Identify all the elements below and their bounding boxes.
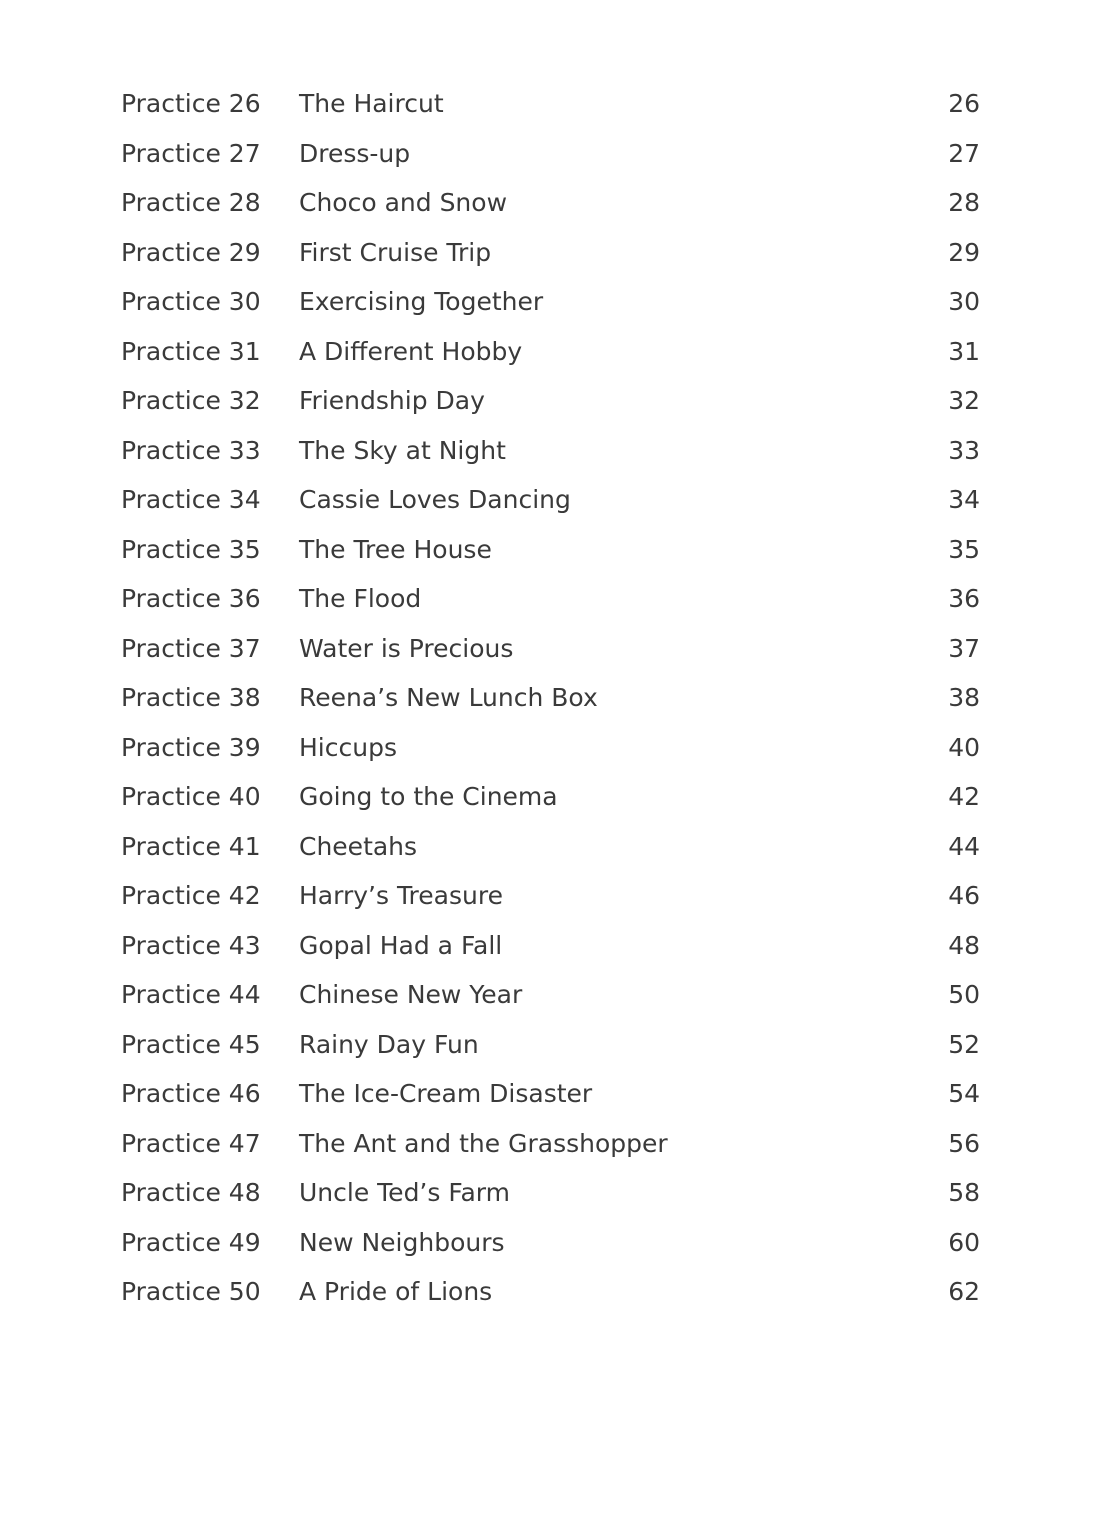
page-number: 29: [948, 237, 980, 267]
page-number: 46: [948, 881, 980, 910]
practice-title: The Ant and the Grasshopper: [299, 1128, 668, 1158]
toc-entry: [0, 475, 1120, 525]
practice-label: Practice 35: [121, 534, 261, 564]
toc-entry: [0, 277, 1120, 327]
practice-title: Gopal Had a Fall: [299, 930, 503, 960]
toc-entry: [0, 1168, 1120, 1218]
practice-title: A Pride of Lions: [299, 1277, 493, 1306]
practice-label: Practice 48: [121, 1178, 261, 1207]
table-of-contents: [0, 79, 1120, 1317]
page-number: 31: [948, 336, 980, 366]
practice-label: Practice 32: [121, 386, 261, 415]
practice-label: Practice 30: [121, 287, 261, 316]
practice-title: Going to the Cinema: [299, 782, 558, 811]
practice-title: Hiccups: [299, 732, 397, 762]
practice-title: The Haircut: [299, 89, 444, 118]
practice-title: Exercising Together: [299, 287, 544, 316]
toc-entry: [0, 772, 1120, 822]
practice-title: Choco and Snow: [299, 188, 508, 217]
practice-label: Practice 36: [121, 584, 261, 613]
practice-label: Practice 42: [121, 881, 261, 910]
practice-label: Practice 44: [121, 980, 261, 1009]
page-number: 28: [948, 188, 980, 217]
practice-title: Water is Precious: [299, 633, 514, 663]
practice-title: Cassie Loves Dancing: [299, 485, 571, 514]
practice-title: First Cruise Trip: [299, 237, 492, 267]
practice-label: Practice 37: [121, 633, 261, 663]
practice-title: Chinese New Year: [299, 980, 523, 1009]
page-number: 42: [948, 782, 980, 811]
toc-entry: [0, 574, 1120, 624]
practice-title: Friendship Day: [299, 386, 485, 415]
toc-entry: [0, 871, 1120, 921]
toc-entry: [0, 1069, 1120, 1119]
page-number: 58: [948, 1178, 980, 1207]
practice-title: Dress-up: [299, 138, 411, 168]
page-number: 36: [948, 584, 980, 613]
toc-entry: [0, 1020, 1120, 1070]
toc-entry: [0, 426, 1120, 476]
practice-title: Rainy Day Fun: [299, 1029, 479, 1059]
page-number: 37: [948, 633, 980, 663]
practice-title: The Ice-Cream Disaster: [299, 1079, 593, 1108]
page-number: 62: [948, 1277, 980, 1306]
toc-entry: [0, 822, 1120, 872]
page-number: 44: [948, 831, 980, 861]
toc-entry: [0, 1218, 1120, 1268]
practice-label: Practice 26: [121, 89, 261, 118]
toc-entry: [0, 376, 1120, 426]
practice-title: New Neighbours: [299, 1227, 505, 1257]
practice-title: Reena’s New Lunch Box: [299, 683, 598, 712]
practice-title: Uncle Ted’s Farm: [299, 1178, 510, 1207]
practice-label: Practice 29: [121, 237, 261, 267]
page-number: 52: [948, 1029, 980, 1059]
toc-entry: [0, 921, 1120, 971]
page-number: 38: [948, 683, 980, 712]
page-number: 56: [948, 1128, 980, 1158]
practice-label: Practice 47: [121, 1128, 261, 1158]
toc-entry: [0, 327, 1120, 377]
toc-entry: [0, 129, 1120, 179]
practice-title: A Different Hobby: [299, 336, 523, 366]
practice-label: Practice 43: [121, 930, 261, 960]
page-number: 35: [948, 534, 980, 564]
practice-label: Practice 46: [121, 1079, 261, 1108]
toc-entry: [0, 1267, 1120, 1317]
page-number: 40: [948, 732, 980, 762]
practice-title: The Flood: [299, 584, 422, 613]
practice-title: The Tree House: [299, 534, 492, 564]
page-number: 60: [948, 1227, 980, 1257]
practice-title: Harry’s Treasure: [299, 881, 503, 910]
toc-entry: [0, 1119, 1120, 1169]
page-number: 48: [948, 930, 980, 960]
practice-label: Practice 41: [121, 831, 261, 861]
practice-label: Practice 39: [121, 732, 261, 762]
page-number: 26: [948, 89, 980, 118]
toc-entry: [0, 79, 1120, 129]
page-number: 27: [948, 138, 980, 168]
practice-label: Practice 50: [121, 1277, 261, 1306]
practice-label: Practice 27: [121, 138, 261, 168]
toc-entry: [0, 525, 1120, 575]
toc-entry: [0, 178, 1120, 228]
practice-label: Practice 49: [121, 1227, 261, 1257]
practice-label: Practice 31: [121, 336, 261, 366]
practice-label: Practice 33: [121, 435, 261, 465]
page-number: 33: [948, 435, 980, 465]
practice-label: Practice 38: [121, 683, 261, 712]
page-number: 50: [948, 980, 980, 1009]
practice-title: The Sky at Night: [299, 435, 506, 465]
toc-entry: [0, 673, 1120, 723]
toc-entry: [0, 723, 1120, 773]
toc-entry: [0, 624, 1120, 674]
page-number: 34: [948, 485, 980, 514]
toc-entry: [0, 228, 1120, 278]
page-number: 54: [948, 1079, 980, 1108]
practice-label: Practice 34: [121, 485, 261, 514]
toc-entry: [0, 970, 1120, 1020]
practice-label: Practice 40: [121, 782, 261, 811]
practice-label: Practice 28: [121, 188, 261, 217]
page-number: 30: [948, 287, 980, 316]
practice-title: Cheetahs: [299, 831, 418, 861]
practice-label: Practice 45: [121, 1029, 261, 1059]
page-number: 32: [948, 386, 980, 415]
